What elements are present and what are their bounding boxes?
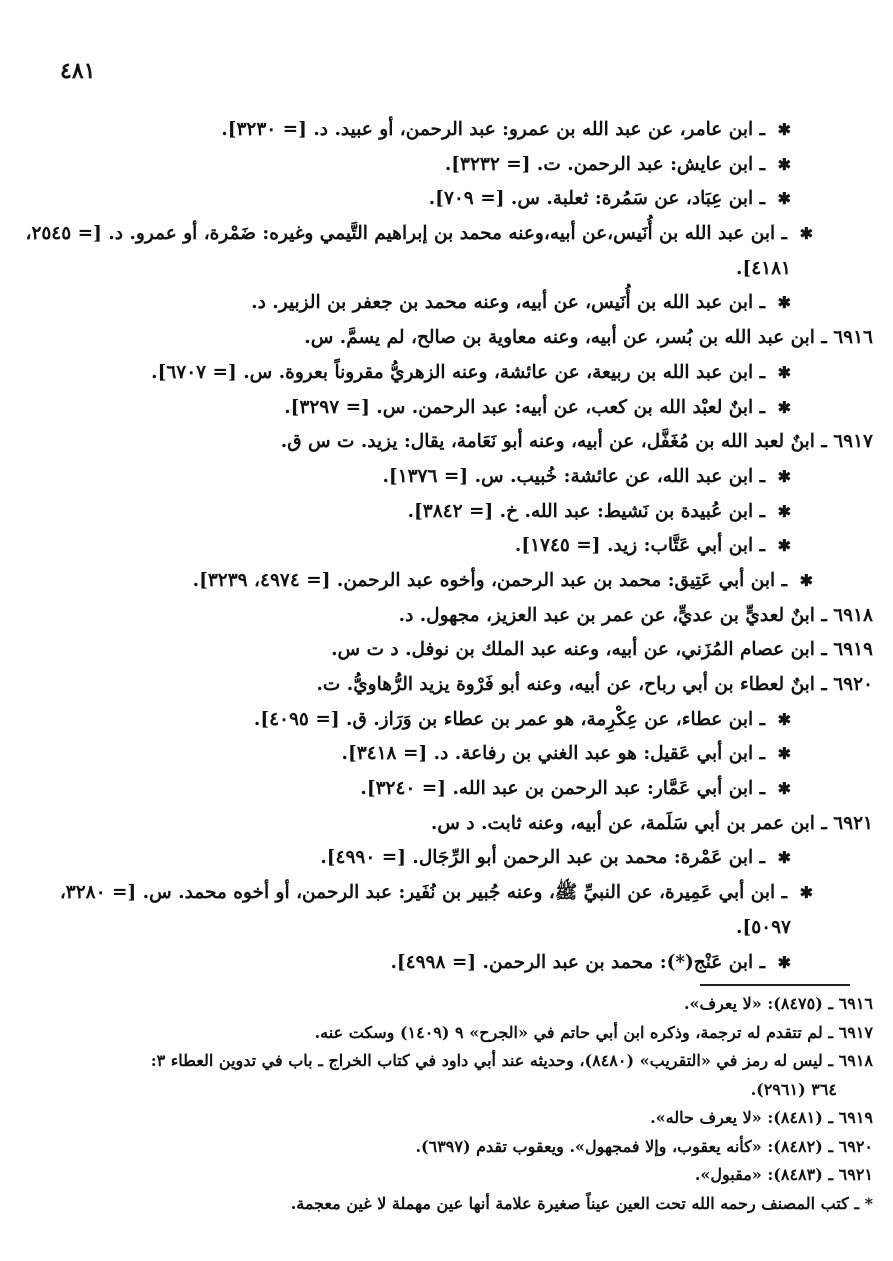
entry-text: ـ ابن عبد الله بن أُنَيس، عن أبيه، وعنه محمد بن جعفر بن الزبير. د. bbox=[251, 292, 765, 314]
footnote-separator bbox=[700, 984, 850, 986]
entry-text: ٦٩٢٠ ـ ابنٌ لعطاء بن أبي رباح، عن أبيه، وعنه أبو فَرْوة يزيد الرُّهاويُّ. ت. bbox=[316, 674, 873, 695]
asterisk-icon: ✱ bbox=[777, 709, 791, 729]
footnote-line: ٦٩١٧ ـ لم تتقدم له ترجمة، وذكره ابن أبي حاتم في «الجرح» ٩ (١٤٠٩) وسكت عنه. bbox=[314, 1022, 873, 1042]
asterisk-icon: ✱ bbox=[777, 293, 791, 313]
page-number: ٤٨١ bbox=[60, 58, 96, 84]
entry-text: ـ ابن عبد الله بن أُنَيس،عن أبيه،وعنه محمد بن إبراهيم التَّيمي وغيره: ضَمْرة، أو عمرو. د. [= ٢٥٤٥، bbox=[25, 223, 787, 245]
starred-entry bbox=[60, 841, 873, 876]
entry-continuation bbox=[60, 911, 873, 946]
footnote-line: ٦٩١٦ ـ (٨٤٧٥): «لا يعرف». bbox=[683, 994, 873, 1013]
asterisk-icon: ✱ bbox=[799, 224, 813, 244]
entry-text: ٦٩١٨ ـ ابنٌ لعديٍّ بن عديٍّ، عن عمر بن عبد العزيز، مجهول. د. bbox=[398, 604, 873, 626]
numbered-entry bbox=[60, 807, 873, 842]
entry-text: ـ ابن أبي عَقيل: هو عبد الغني بن رفاعة. د. [= ٣٤١٨]. bbox=[341, 743, 765, 765]
numbered-entry bbox=[60, 633, 873, 668]
entry-text: ـ ابن أبي عَمَّار: عبد الرحمن بن عبد الله. [= ٣٢٤٠]. bbox=[360, 778, 765, 800]
starred-entry bbox=[60, 356, 873, 391]
asterisk-icon: ✱ bbox=[777, 744, 791, 764]
starred-entry bbox=[60, 946, 873, 981]
asterisk-icon: ✱ bbox=[777, 154, 791, 174]
footnote-line: ٣٦٤ (٢٩٦١). bbox=[750, 1079, 837, 1099]
asterisk-icon: ✱ bbox=[777, 779, 791, 799]
starred-entry bbox=[60, 703, 873, 738]
starred-entry bbox=[60, 737, 873, 772]
entry-text: ٤١٨١]. bbox=[736, 257, 791, 279]
starred-entry bbox=[60, 460, 873, 495]
asterisk-icon: ✱ bbox=[777, 362, 791, 382]
asterisk-icon: ✱ bbox=[777, 536, 791, 556]
numbered-entry bbox=[60, 425, 873, 460]
entry-text: ٥٠٩٧]. bbox=[736, 916, 791, 938]
entry-text: ـ ابنٌ لعبْد الله بن كعب، عن أبيه: عبد الرحمن. س. [= ٣٢٩٧]. bbox=[284, 396, 765, 418]
asterisk-icon: ✱ bbox=[777, 120, 791, 139]
starred-entry bbox=[60, 564, 873, 599]
entry-text: ـ ابن عبد الله، عن عائشة: خُبيب. س. [= ١٣٧٦]. bbox=[382, 465, 765, 487]
asterisk-icon: ✱ bbox=[777, 952, 791, 972]
entry-text: ـ ابن أبي عَتَّاب: زيد. [= ١٧٤٥]. bbox=[514, 535, 765, 557]
starred-entry bbox=[60, 529, 873, 564]
starred-entry bbox=[60, 148, 873, 183]
entry-text: ـ ابن عُبيدة بن نَشيط: عبد الله. خ. [= ٣٨٤٢]. bbox=[407, 500, 765, 522]
footnote-line: ٦٩٢١ ـ (٨٤٨٣): «مقبول». bbox=[694, 1165, 873, 1184]
numbered-entry bbox=[60, 599, 873, 634]
entry-text: ـ ابن عامر، عن عبد الله بن عمرو: عبد الرحمن، أو عبيد. د. [= ٣٢٣٠]. bbox=[221, 119, 765, 140]
starred-entry bbox=[60, 391, 873, 426]
starred-entry bbox=[25, 217, 873, 252]
entry-text: ـ ابن عِبَاد، عن سَمُرة: ثعلبة. س. [= ٧٠٩]. bbox=[428, 188, 765, 210]
entry-text: ـ ابن عطاء، عن عِكْرِمة، هو عمر بن عطاء بن وَرَاز. ق. [= ٤٠٩٥]. bbox=[253, 708, 765, 730]
asterisk-icon: ✱ bbox=[777, 501, 791, 521]
entry-text: ٦٩١٧ ـ ابنٌ لعبد الله بن مُغَفَّل، عن أبيه، وعنه أبو نَعَامة، يقال: يزيد. ت س ق. bbox=[280, 431, 873, 453]
entry-text: ـ ابن عَمْرة: محمد بن عبد الرحمن أبو الرِّجَال. [= ٤٩٩٠]. bbox=[320, 847, 765, 869]
starred-entry bbox=[60, 876, 873, 911]
entry-text: ـ ابن أبي عَتِيق: محمد بن عبد الرحمن، وأخوه عبد الرحمن. [= ٤٩٧٤، ٣٢٣٩]. bbox=[192, 569, 787, 591]
starred-entry bbox=[60, 772, 873, 807]
starred-entry bbox=[60, 113, 873, 148]
starred-entry bbox=[60, 286, 873, 321]
asterisk-icon: ✱ bbox=[799, 883, 813, 903]
asterisk-icon: ✱ bbox=[777, 397, 791, 417]
numbered-entry bbox=[60, 668, 873, 703]
footnote-line: ٦٩١٩ ـ (٨٤٨١): «لا يعرف حاله». bbox=[650, 1108, 873, 1127]
entry-text: ـ ابن عبد الله بن ربيعة، عن عائشة، وعنه الزهريُّ مقروناً بعروة. س. [= ٦٧٠٧]. bbox=[151, 361, 765, 383]
starred-entry bbox=[60, 182, 873, 217]
footnote-line: ٦٩١٨ ـ ليس له رمز في «التقريب» (٨٤٨٠)، وحديثه عند أبي داود في كتاب الخراج ـ باب في تدوين العطاء ٣: bbox=[150, 1051, 873, 1070]
footnotes bbox=[60, 990, 873, 1218]
entry-text: ٦٩١٩ ـ ابن عصام المُزَني، عن أبيه، وعنه عبد الملك بن نوفل. د ت س. bbox=[331, 639, 873, 661]
asterisk-icon: ✱ bbox=[777, 189, 791, 209]
numbered-entry bbox=[60, 321, 873, 356]
main-entries bbox=[25, 113, 873, 980]
asterisk-icon: ✱ bbox=[777, 466, 791, 486]
starred-entry bbox=[60, 495, 873, 530]
entry-text: ـ ابن أبي عَمِيرة، عن النبيِّ ﷺ، وعنه جُبير بن نُفَير: عبد الرحمن، أو أخوه محمد. س. [= ٣٢٨٠، bbox=[59, 882, 787, 904]
asterisk-icon: ✱ bbox=[777, 848, 791, 868]
footnote-line: ٦٩٢٠ ـ (٨٤٨٢): «كأنه يعقوب، وإلا فمجهول». ويعقوب تقدم (٦٣٩٧). bbox=[415, 1136, 873, 1156]
entry-text: ـ ابن عَنْج(*): محمد بن عبد الرحمن. [= ٤٩٩٨]. bbox=[390, 951, 765, 973]
asterisk-icon: ✱ bbox=[799, 570, 813, 590]
entry-continuation bbox=[60, 252, 873, 287]
footnote-line: * ـ كتب المصنف رحمه الله تحت العين عيناً صغيرة علامة أنها عين مهملة لا غين معجمة. bbox=[290, 1193, 873, 1213]
entry-text: ـ ابن عايش: عبد الرحمن. ت. [= ٣٢٣٢]. bbox=[444, 153, 765, 175]
entry-text: ٦٩٢١ ـ ابن عمر بن أبي سَلَمة، عن أبيه، وعنه ثابت. د س. bbox=[430, 812, 873, 834]
entry-text: ٦٩١٦ ـ ابن عبد الله بن بُسر، عن أبيه، وعنه معاوية بن صالح، لم يسمَّ. س. bbox=[304, 327, 873, 349]
